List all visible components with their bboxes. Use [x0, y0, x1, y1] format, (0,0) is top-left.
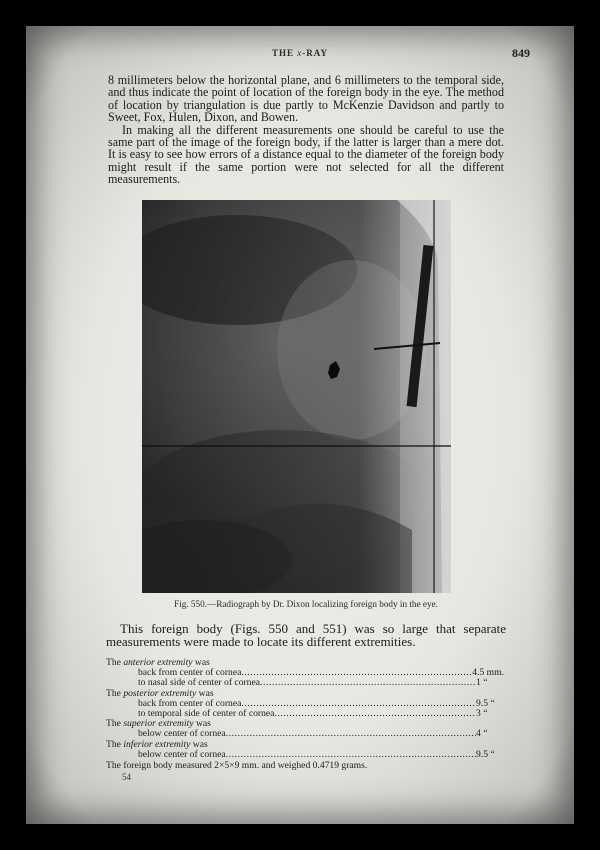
heading-term: posterior extremity [123, 687, 197, 699]
measurement-value: 9.5 “ [476, 697, 495, 709]
figure-caption: Fig. 550.—Radiograph by Dr. Dixon localizing foreign body in the eye. [174, 599, 438, 609]
paragraph-2: In making all the different measurements one should be careful to use the same part of the image of the foreign body, if the latter is larger than a mere dot. It is easy to see how errors of a distance equal to the diameter of the foreign body might result if the same portion were not selected for all the different measurements. [108, 122, 504, 187]
running-title-suffix: -RAY [302, 48, 328, 58]
measurement-value: 1 “ [476, 677, 488, 689]
after-figure-text [106, 622, 506, 648]
heading-prefix: The [106, 687, 124, 699]
measurements-list [106, 658, 504, 771]
paragraph-3: This foreign body (Figs. 550 and 551) was so large that separate measurements were made to locate its different extremities. [106, 621, 506, 649]
page-number: 849 [512, 46, 530, 60]
heading-suffix: was [192, 657, 210, 668]
measurement-label: below center of cornea [138, 728, 226, 740]
paragraph-1: 8 millimeters below the horizontal plane, and 6 millimeters to the temporal side, and thus indicate the point of location of the foreign body in the eye. The method of location by triangulation is due partly to McKenzie Davidson and partly to Sweet, Fox, Hulen, Dixon, and Bowen. [108, 73, 504, 125]
measurement-label: to temporal side of center of cornea [138, 707, 275, 719]
measurement-value: 4 “ [476, 728, 488, 740]
measurement-label: back from center of cornea [138, 667, 242, 679]
body-text [108, 74, 504, 186]
running-head [26, 48, 574, 62]
heading-term: anterior extremity [123, 657, 193, 668]
measurement-label: back from center of cornea [138, 697, 242, 709]
dot-leader [226, 750, 476, 760]
dot-leader [260, 678, 476, 688]
heading-suffix: was [190, 738, 208, 750]
book-page [26, 26, 574, 824]
signature-mark: 54 [122, 772, 131, 782]
dot-leader [241, 668, 472, 678]
dot-leader [226, 729, 476, 739]
running-title-prefix: THE [272, 48, 298, 58]
final-measurement: The foreign body measured 2×5×9 mm. and weighed 0.4719 grams. [106, 759, 368, 771]
measurement-label: below center of cornea [138, 748, 226, 760]
heading-prefix: The [106, 657, 124, 668]
measurement-value: 4.5 mm. [472, 667, 504, 679]
dot-leader [241, 699, 476, 709]
measurement-value: 3 “ [476, 707, 488, 719]
radiograph-image [142, 200, 451, 593]
heading-term: inferior extremity [123, 738, 191, 750]
dot-leader [274, 709, 476, 719]
heading-suffix: was [196, 687, 214, 699]
running-title-x: x [297, 48, 303, 58]
heading-prefix: The [106, 738, 124, 750]
radiograph-figure [142, 200, 451, 593]
measurement-label: to nasal side of center of cornea [138, 677, 260, 689]
heading-suffix: was [193, 718, 211, 730]
heading-term: superior extremity [123, 718, 194, 730]
measurement-line [106, 750, 504, 760]
running-title [26, 48, 574, 58]
measurement-value: 9.5 “ [476, 748, 495, 760]
heading-prefix: The [106, 718, 124, 730]
